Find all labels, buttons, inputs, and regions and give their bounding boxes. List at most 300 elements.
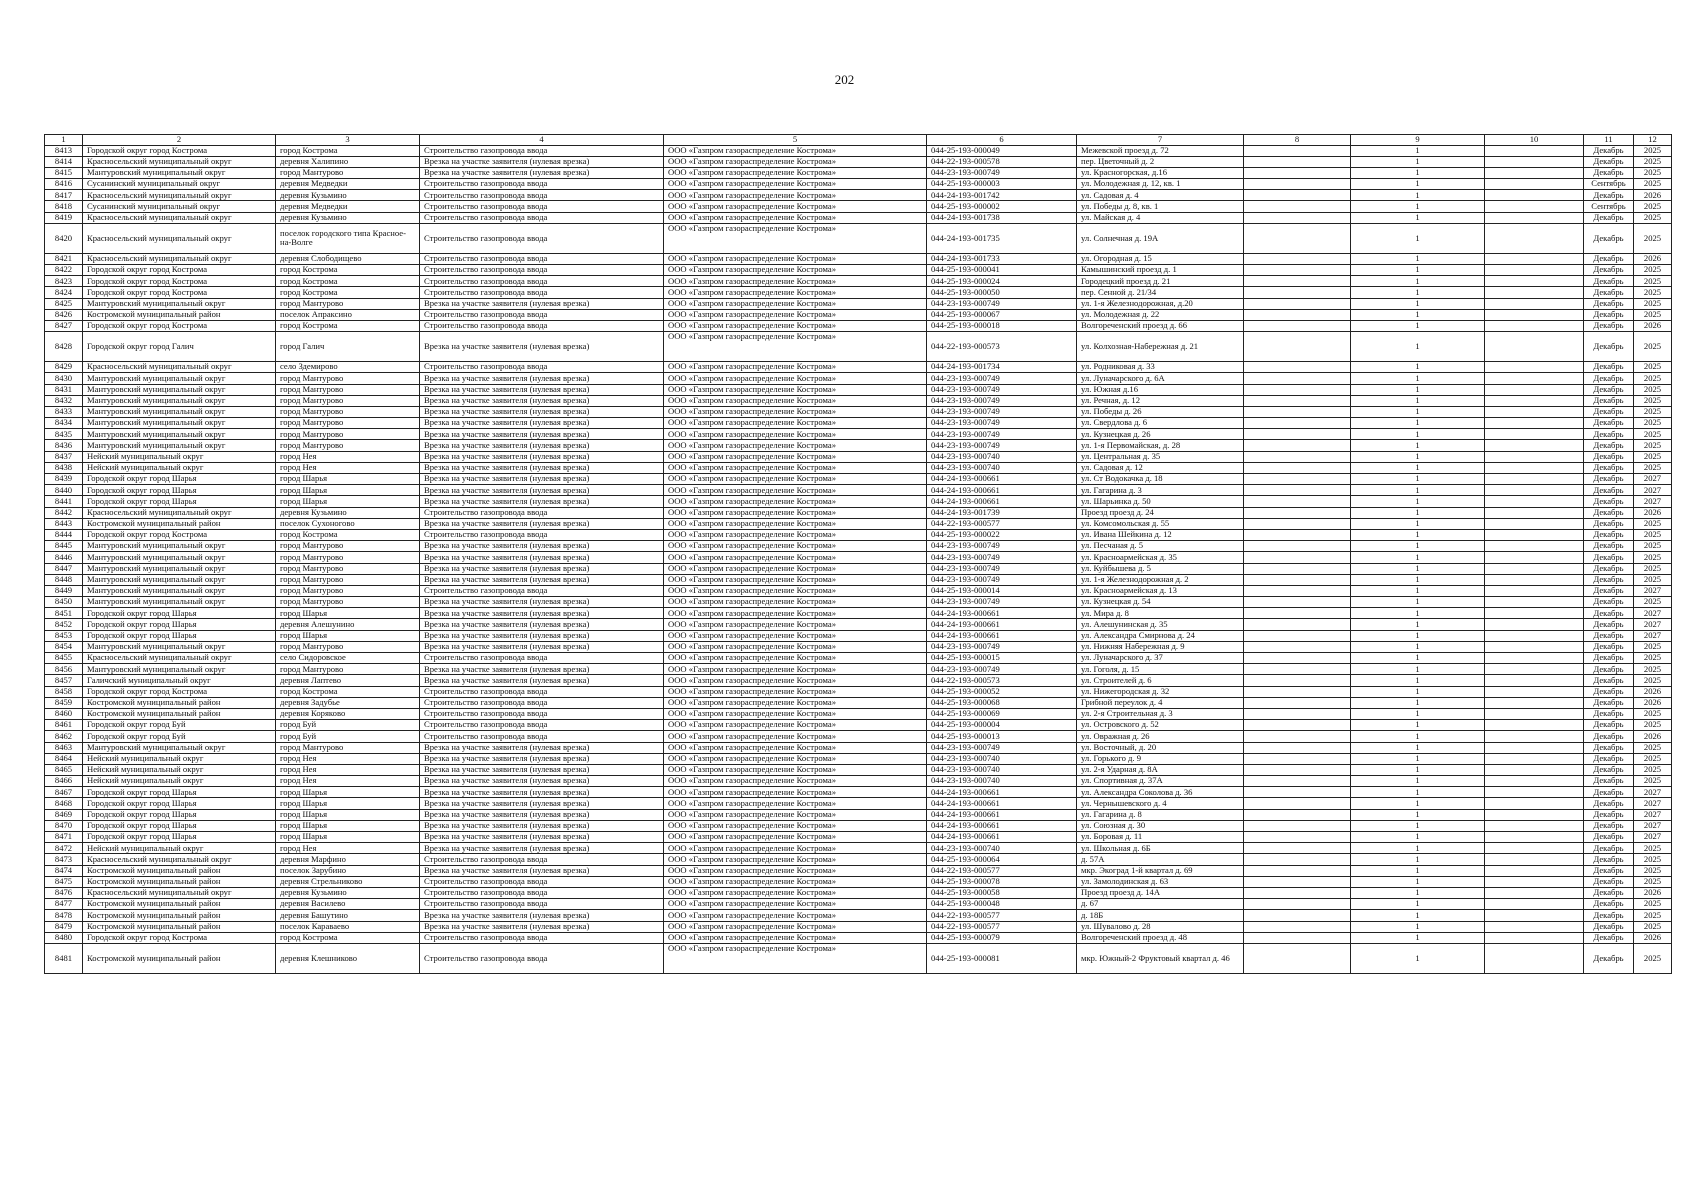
cell-quantity: 1 — [1351, 179, 1485, 190]
cell-organization: ООО «Газпром газораспределение Кострома» — [664, 854, 927, 865]
cell-quantity: 1 — [1351, 265, 1485, 276]
cell-year: 2027 — [1634, 585, 1672, 596]
cell-col-8 — [1244, 910, 1351, 921]
cell-row-number: 8472 — [45, 843, 83, 854]
cell-address: ул. Нижегородская д. 32 — [1077, 686, 1244, 697]
cell-month: Декабрь — [1584, 943, 1634, 973]
cell-month: Декабрь — [1584, 899, 1634, 910]
cell-organization: ООО «Газпром газораспределение Кострома» — [664, 253, 927, 264]
cell-row-number: 8475 — [45, 876, 83, 887]
table-row — [45, 212, 1672, 223]
cell-month: Декабрь — [1584, 265, 1634, 276]
cell-year: 2027 — [1634, 619, 1672, 630]
cell-row-number: 8417 — [45, 190, 83, 201]
cell-address: ул. Ст Водокачка д. 18 — [1077, 474, 1244, 485]
cell-row-number: 8432 — [45, 395, 83, 406]
cell-row-number: 8446 — [45, 552, 83, 563]
cell-contract-number: 044-24-193-001742 — [927, 190, 1077, 201]
cell-municipality: Мантуровский муниципальный округ — [83, 541, 276, 552]
cell-municipality: Мантуровский муниципальный округ — [83, 597, 276, 608]
cell-col-8 — [1244, 854, 1351, 865]
cell-municipality: Костромской муниципальный район — [83, 921, 276, 932]
column-header: 6 — [927, 135, 1077, 146]
cell-col-8 — [1244, 474, 1351, 485]
cell-organization: ООО «Газпром газораспределение Кострома» — [664, 899, 927, 910]
cell-quantity: 1 — [1351, 619, 1485, 630]
column-header: 12 — [1634, 135, 1672, 146]
cell-quantity: 1 — [1351, 518, 1485, 529]
cell-year: 2026 — [1634, 932, 1672, 943]
cell-address: ул. Родниковая д. 33 — [1077, 362, 1244, 373]
table-row — [45, 518, 1672, 529]
cell-municipality: Красносельский муниципальный округ — [83, 362, 276, 373]
cell-quantity: 1 — [1351, 641, 1485, 652]
cell-settlement: город Шарья — [276, 474, 420, 485]
cell-organization: ООО «Газпром газораспределение Кострома» — [664, 373, 927, 384]
cell-col-10 — [1485, 887, 1584, 898]
cell-address: ул. Победы д. 8, кв. 1 — [1077, 201, 1244, 212]
cell-month: Декабрь — [1584, 440, 1634, 451]
table-row — [45, 451, 1672, 462]
cell-year: 2025 — [1634, 664, 1672, 675]
cell-organization: ООО «Газпром газораспределение Кострома» — [664, 887, 927, 898]
cell-settlement: город Мантурово — [276, 429, 420, 440]
cell-organization: ООО «Газпром газораспределение Кострома» — [664, 309, 927, 320]
cell-month: Декабрь — [1584, 753, 1634, 764]
cell-address: ул. Шарьинка д. 50 — [1077, 496, 1244, 507]
cell-municipality: Городской округ город Кострома — [83, 276, 276, 287]
cell-address: ул. Садовая д. 12 — [1077, 462, 1244, 473]
cell-year: 2027 — [1634, 608, 1672, 619]
cell-contract-number: 044-25-193-000052 — [927, 686, 1077, 697]
cell-contract-number: 044-22-193-000573 — [927, 332, 1077, 362]
cell-municipality: Городской округ город Кострома — [83, 529, 276, 540]
cell-year: 2025 — [1634, 287, 1672, 298]
cell-row-number: 8435 — [45, 429, 83, 440]
cell-col-10 — [1485, 686, 1584, 697]
cell-col-10 — [1485, 190, 1584, 201]
cell-row-number: 8465 — [45, 764, 83, 775]
cell-work-type: Врезка на участке заявителя (нулевая врезка) — [420, 563, 664, 574]
cell-year: 2025 — [1634, 309, 1672, 320]
cell-row-number: 8426 — [45, 309, 83, 320]
table-row — [45, 287, 1672, 298]
cell-settlement: город Шарья — [276, 809, 420, 820]
cell-month: Декабрь — [1584, 485, 1634, 496]
cell-work-type: Врезка на участке заявителя (нулевая врезка) — [420, 787, 664, 798]
cell-municipality: Городской округ город Шарья — [83, 608, 276, 619]
cell-address: ул. Островского д. 52 — [1077, 720, 1244, 731]
cell-month: Декабрь — [1584, 373, 1634, 384]
cell-settlement: город Буй — [276, 720, 420, 731]
cell-row-number: 8429 — [45, 362, 83, 373]
cell-municipality: Мантуровский муниципальный округ — [83, 373, 276, 384]
cell-address: ул. 1-я Первомайская, д. 28 — [1077, 440, 1244, 451]
cell-work-type: Врезка на участке заявителя (нулевая врезка) — [420, 910, 664, 921]
cell-municipality: Нейский муниципальный округ — [83, 451, 276, 462]
cell-col-8 — [1244, 309, 1351, 320]
cell-address: ул. Александра Соколова д. 36 — [1077, 787, 1244, 798]
cell-settlement: город Буй — [276, 731, 420, 742]
cell-settlement: город Мантурово — [276, 664, 420, 675]
cell-municipality: Костромской муниципальный район — [83, 865, 276, 876]
cell-quantity: 1 — [1351, 201, 1485, 212]
cell-row-number: 8452 — [45, 619, 83, 630]
cell-work-type: Строительство газопровода ввода — [420, 720, 664, 731]
cell-work-type: Строительство газопровода ввода — [420, 287, 664, 298]
table-row — [45, 697, 1672, 708]
cell-row-number: 8463 — [45, 742, 83, 753]
cell-organization: ООО «Газпром газораспределение Кострома» — [664, 943, 927, 973]
cell-row-number: 8428 — [45, 332, 83, 362]
cell-work-type: Строительство газопровода ввода — [420, 190, 664, 201]
cell-work-type: Строительство газопровода ввода — [420, 253, 664, 264]
cell-col-10 — [1485, 809, 1584, 820]
cell-contract-number: 044-25-193-000068 — [927, 697, 1077, 708]
cell-col-10 — [1485, 597, 1584, 608]
cell-contract-number: 044-25-193-000002 — [927, 201, 1077, 212]
cell-year: 2025 — [1634, 865, 1672, 876]
cell-contract-number: 044-25-193-000048 — [927, 899, 1077, 910]
cell-address: Проезд проезд д. 24 — [1077, 507, 1244, 518]
cell-row-number: 8413 — [45, 145, 83, 156]
table-row — [45, 552, 1672, 563]
table-row — [45, 899, 1672, 910]
cell-quantity: 1 — [1351, 253, 1485, 264]
cell-row-number: 8466 — [45, 776, 83, 787]
cell-work-type: Врезка на участке заявителя (нулевая врезка) — [420, 373, 664, 384]
cell-col-8 — [1244, 563, 1351, 574]
cell-contract-number: 044-22-193-000577 — [927, 910, 1077, 921]
cell-organization: ООО «Газпром газораспределение Кострома» — [664, 212, 927, 223]
cell-col-10 — [1485, 664, 1584, 675]
cell-work-type: Врезка на участке заявителя (нулевая врезка) — [420, 764, 664, 775]
cell-organization: ООО «Газпром газораспределение Кострома» — [664, 418, 927, 429]
cell-settlement: деревня Кузьмино — [276, 507, 420, 518]
cell-address: ул. Строителей д. 6 — [1077, 675, 1244, 686]
cell-year: 2025 — [1634, 653, 1672, 664]
cell-contract-number: 044-23-193-000749 — [927, 384, 1077, 395]
cell-work-type: Строительство газопровода ввода — [420, 507, 664, 518]
cell-quantity: 1 — [1351, 395, 1485, 406]
cell-work-type: Строительство газопровода ввода — [420, 362, 664, 373]
cell-month: Декабрь — [1584, 876, 1634, 887]
cell-year: 2025 — [1634, 167, 1672, 178]
cell-settlement: село Здемирово — [276, 362, 420, 373]
cell-col-8 — [1244, 630, 1351, 641]
cell-contract-number: 044-24-193-001733 — [927, 253, 1077, 264]
cell-municipality: Костромской муниципальный район — [83, 876, 276, 887]
cell-quantity: 1 — [1351, 362, 1485, 373]
cell-address: ул. Гоголя, д. 15 — [1077, 664, 1244, 675]
cell-month: Декабрь — [1584, 764, 1634, 775]
cell-col-8 — [1244, 429, 1351, 440]
cell-address: д. 57А — [1077, 854, 1244, 865]
cell-col-8 — [1244, 809, 1351, 820]
cell-month: Декабрь — [1584, 608, 1634, 619]
cell-municipality: Красносельский муниципальный округ — [83, 223, 276, 253]
cell-settlement: поселок Апраксино — [276, 309, 420, 320]
table-row — [45, 462, 1672, 473]
cell-organization: ООО «Газпром газораспределение Кострома» — [664, 753, 927, 764]
table-row — [45, 776, 1672, 787]
cell-settlement: город Мантурово — [276, 552, 420, 563]
cell-month: Декабрь — [1584, 518, 1634, 529]
cell-organization: ООО «Газпром газораспределение Кострома» — [664, 697, 927, 708]
cell-municipality: Мантуровский муниципальный округ — [83, 585, 276, 596]
cell-col-10 — [1485, 384, 1584, 395]
table-row — [45, 686, 1672, 697]
cell-col-8 — [1244, 190, 1351, 201]
cell-col-8 — [1244, 597, 1351, 608]
table-row — [45, 167, 1672, 178]
cell-year: 2027 — [1634, 787, 1672, 798]
cell-organization: ООО «Газпром газораспределение Кострома» — [664, 742, 927, 753]
table-row — [45, 190, 1672, 201]
cell-organization: ООО «Газпром газораспределение Кострома» — [664, 384, 927, 395]
table-row — [45, 440, 1672, 451]
table-row — [45, 156, 1672, 167]
cell-row-number: 8442 — [45, 507, 83, 518]
cell-col-8 — [1244, 865, 1351, 876]
cell-quantity: 1 — [1351, 574, 1485, 585]
cell-contract-number: 044-25-193-000058 — [927, 887, 1077, 898]
cell-contract-number: 044-23-193-000740 — [927, 753, 1077, 764]
cell-settlement: деревня Кузьмино — [276, 887, 420, 898]
cell-year: 2027 — [1634, 474, 1672, 485]
cell-organization: ООО «Газпром газораспределение Кострома» — [664, 462, 927, 473]
cell-col-10 — [1485, 320, 1584, 331]
cell-settlement: город Шарья — [276, 630, 420, 641]
cell-row-number: 8457 — [45, 675, 83, 686]
cell-year: 2027 — [1634, 832, 1672, 843]
cell-municipality: Костромской муниципальный район — [83, 697, 276, 708]
cell-year: 2025 — [1634, 742, 1672, 753]
cell-col-10 — [1485, 675, 1584, 686]
cell-settlement: город Мантурово — [276, 541, 420, 552]
cell-organization: ООО «Газпром газораспределение Кострома» — [664, 332, 927, 362]
cell-contract-number: 044-23-193-000749 — [927, 541, 1077, 552]
cell-year: 2025 — [1634, 720, 1672, 731]
cell-work-type: Врезка на участке заявителя (нулевая врезка) — [420, 474, 664, 485]
cell-contract-number: 044-25-193-000004 — [927, 720, 1077, 731]
cell-row-number: 8478 — [45, 910, 83, 921]
cell-quantity: 1 — [1351, 167, 1485, 178]
cell-contract-number: 044-25-193-000022 — [927, 529, 1077, 540]
cell-quantity: 1 — [1351, 440, 1485, 451]
cell-municipality: Городской округ город Кострома — [83, 320, 276, 331]
cell-municipality: Нейский муниципальный округ — [83, 462, 276, 473]
table-row — [45, 764, 1672, 775]
cell-settlement: город Нея — [276, 764, 420, 775]
cell-quantity: 1 — [1351, 320, 1485, 331]
column-header: 1 — [45, 135, 83, 146]
cell-col-8 — [1244, 384, 1351, 395]
cell-col-10 — [1485, 843, 1584, 854]
cell-col-8 — [1244, 921, 1351, 932]
gas-connection-table — [44, 134, 1672, 974]
cell-col-10 — [1485, 776, 1584, 787]
cell-work-type: Строительство газопровода ввода — [420, 223, 664, 253]
cell-organization: ООО «Газпром газораспределение Кострома» — [664, 276, 927, 287]
cell-month: Декабрь — [1584, 462, 1634, 473]
cell-organization: ООО «Газпром газораспределение Кострома» — [664, 608, 927, 619]
cell-municipality: Мантуровский муниципальный округ — [83, 552, 276, 563]
cell-work-type: Врезка на участке заявителя (нулевая врезка) — [420, 518, 664, 529]
cell-address: д. 18Б — [1077, 910, 1244, 921]
table-row — [45, 832, 1672, 843]
table-row — [45, 332, 1672, 362]
cell-year: 2025 — [1634, 563, 1672, 574]
cell-settlement: город Мантурово — [276, 585, 420, 596]
cell-municipality: Красносельский муниципальный округ — [83, 653, 276, 664]
cell-col-8 — [1244, 529, 1351, 540]
cell-col-10 — [1485, 223, 1584, 253]
cell-contract-number: 044-23-193-000749 — [927, 429, 1077, 440]
cell-organization: ООО «Газпром газораспределение Кострома» — [664, 201, 927, 212]
table-row — [45, 585, 1672, 596]
cell-year: 2025 — [1634, 843, 1672, 854]
cell-contract-number: 044-23-193-000749 — [927, 641, 1077, 652]
cell-settlement: город Кострома — [276, 276, 420, 287]
cell-contract-number: 044-25-193-000081 — [927, 943, 1077, 973]
table-row — [45, 406, 1672, 417]
cell-municipality: Красносельский муниципальный округ — [83, 854, 276, 865]
cell-contract-number: 044-24-193-001735 — [927, 223, 1077, 253]
cell-col-10 — [1485, 429, 1584, 440]
cell-row-number: 8433 — [45, 406, 83, 417]
cell-work-type: Врезка на участке заявителя (нулевая врезка) — [420, 832, 664, 843]
cell-quantity: 1 — [1351, 541, 1485, 552]
cell-settlement: город Шарья — [276, 608, 420, 619]
table-body — [45, 145, 1672, 973]
cell-address: ул. Куйбышева д. 5 — [1077, 563, 1244, 574]
cell-contract-number: 044-25-193-000015 — [927, 653, 1077, 664]
cell-col-10 — [1485, 921, 1584, 932]
table-row — [45, 276, 1672, 287]
cell-quantity: 1 — [1351, 298, 1485, 309]
cell-work-type: Врезка на участке заявителя (нулевая врезка) — [420, 451, 664, 462]
cell-settlement: деревня Клешниково — [276, 943, 420, 973]
cell-contract-number: 044-24-193-000661 — [927, 820, 1077, 831]
cell-work-type: Врезка на участке заявителя (нулевая врезка) — [420, 552, 664, 563]
cell-col-8 — [1244, 932, 1351, 943]
cell-col-10 — [1485, 787, 1584, 798]
cell-work-type: Врезка на участке заявителя (нулевая врезка) — [420, 776, 664, 787]
cell-col-8 — [1244, 787, 1351, 798]
cell-settlement: город Нея — [276, 753, 420, 764]
cell-quantity: 1 — [1351, 496, 1485, 507]
cell-organization: ООО «Газпром газораспределение Кострома» — [664, 518, 927, 529]
cell-organization: ООО «Газпром газораспределение Кострома» — [664, 406, 927, 417]
cell-col-10 — [1485, 641, 1584, 652]
table-row — [45, 910, 1672, 921]
cell-settlement: деревня Василево — [276, 899, 420, 910]
cell-quantity: 1 — [1351, 156, 1485, 167]
cell-quantity: 1 — [1351, 708, 1485, 719]
cell-contract-number: 044-22-193-000577 — [927, 921, 1077, 932]
cell-month: Декабрь — [1584, 429, 1634, 440]
cell-organization: ООО «Газпром газораспределение Кострома» — [664, 932, 927, 943]
cell-row-number: 8427 — [45, 320, 83, 331]
cell-month: Декабрь — [1584, 820, 1634, 831]
cell-address: Городецкий проезд д. 21 — [1077, 276, 1244, 287]
cell-col-10 — [1485, 720, 1584, 731]
column-header: 2 — [83, 135, 276, 146]
cell-month: Декабрь — [1584, 574, 1634, 585]
cell-work-type: Врезка на участке заявителя (нулевая врезка) — [420, 597, 664, 608]
cell-address: ул. Огородная д. 15 — [1077, 253, 1244, 264]
cell-quantity: 1 — [1351, 223, 1485, 253]
cell-address: ул. Молодежная д. 12, кв. 1 — [1077, 179, 1244, 190]
cell-row-number: 8467 — [45, 787, 83, 798]
cell-month: Декабрь — [1584, 809, 1634, 820]
cell-address: ул. Шувалово д. 28 — [1077, 921, 1244, 932]
cell-organization: ООО «Газпром газораспределение Кострома» — [664, 619, 927, 630]
cell-organization: ООО «Газпром газораспределение Кострома» — [664, 451, 927, 462]
cell-address: ул. 1-я Железнодорожная, д.20 — [1077, 298, 1244, 309]
cell-settlement: деревня Слободищево — [276, 253, 420, 264]
cell-settlement: город Мантурово — [276, 563, 420, 574]
cell-row-number: 8447 — [45, 563, 83, 574]
cell-month: Декабрь — [1584, 529, 1634, 540]
cell-quantity: 1 — [1351, 798, 1485, 809]
cell-row-number: 8451 — [45, 608, 83, 619]
cell-col-10 — [1485, 309, 1584, 320]
cell-col-10 — [1485, 179, 1584, 190]
cell-year: 2025 — [1634, 212, 1672, 223]
cell-organization: ООО «Газпром газораспределение Кострома» — [664, 764, 927, 775]
cell-organization: ООО «Газпром газораспределение Кострома» — [664, 630, 927, 641]
cell-contract-number: 044-25-193-000067 — [927, 309, 1077, 320]
cell-work-type: Строительство газопровода ввода — [420, 179, 664, 190]
table-row — [45, 474, 1672, 485]
cell-col-8 — [1244, 253, 1351, 264]
cell-year: 2025 — [1634, 156, 1672, 167]
cell-organization: ООО «Газпром газораспределение Кострома» — [664, 910, 927, 921]
cell-address: Волгореченский проезд д. 66 — [1077, 320, 1244, 331]
cell-municipality: Костромской муниципальный район — [83, 943, 276, 973]
cell-work-type: Врезка на участке заявителя (нулевая врезка) — [420, 921, 664, 932]
cell-settlement: город Мантурово — [276, 373, 420, 384]
cell-row-number: 8476 — [45, 887, 83, 898]
cell-row-number: 8419 — [45, 212, 83, 223]
cell-year: 2026 — [1634, 731, 1672, 742]
cell-col-8 — [1244, 167, 1351, 178]
cell-row-number: 8437 — [45, 451, 83, 462]
cell-municipality: Городской округ город Кострома — [83, 145, 276, 156]
cell-year: 2025 — [1634, 943, 1672, 973]
cell-municipality: Костромской муниципальный район — [83, 910, 276, 921]
cell-month: Декабрь — [1584, 287, 1634, 298]
cell-work-type: Врезка на участке заявителя (нулевая врезка) — [420, 574, 664, 585]
cell-month: Декабрь — [1584, 720, 1634, 731]
cell-row-number: 8481 — [45, 943, 83, 973]
cell-address: Грибной переулок д. 4 — [1077, 697, 1244, 708]
cell-year: 2025 — [1634, 462, 1672, 473]
cell-month: Декабрь — [1584, 395, 1634, 406]
cell-year: 2027 — [1634, 630, 1672, 641]
cell-col-10 — [1485, 474, 1584, 485]
cell-col-8 — [1244, 332, 1351, 362]
column-header: 7 — [1077, 135, 1244, 146]
table-row — [45, 820, 1672, 831]
cell-year: 2026 — [1634, 887, 1672, 898]
cell-address: ул. Нижняя Набережная д. 9 — [1077, 641, 1244, 652]
cell-contract-number: 044-24-193-000661 — [927, 832, 1077, 843]
cell-col-10 — [1485, 529, 1584, 540]
cell-quantity: 1 — [1351, 608, 1485, 619]
